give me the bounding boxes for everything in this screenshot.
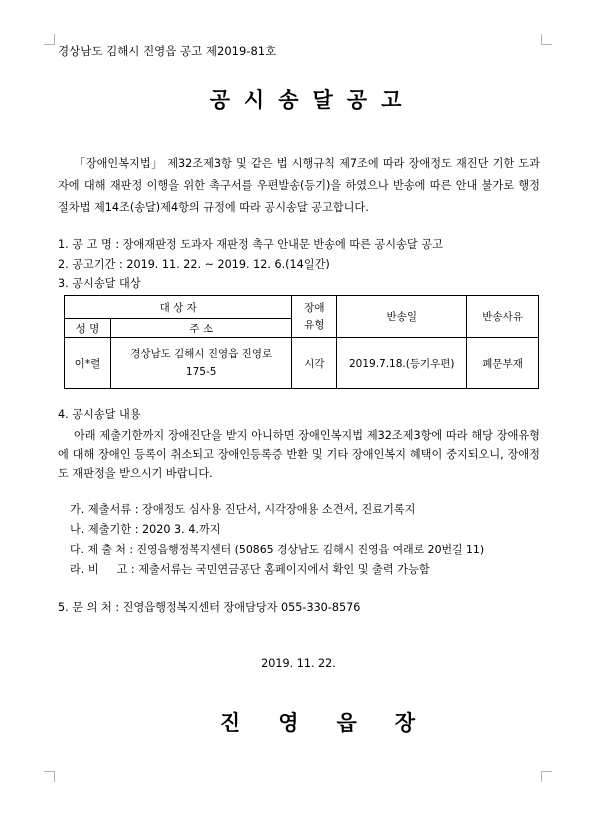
header-return-reason: 반송사유 — [467, 296, 539, 338]
sub-item-submit-to: 다. 제 출 처 : 진영읍행정복지센터 (50865 경상남도 김해시 진영읍 여래로 20번길 11) — [70, 543, 485, 556]
item-1-title: 1. 공 고 명 : 장애재판정 도과자 재판정 촉구 안내문 반송에 따른 공시송달 공고 — [58, 238, 443, 251]
item-3-heading: 3. 공시송달 대상 — [58, 277, 141, 290]
item-5-contact: 5. 문 의 처 : 진영읍행정복지센터 장애담당자 055-330-8576 — [58, 601, 361, 614]
item-2-period: 2. 공고기간 : 2019. 11. 22. ~ 2019. 12. 6.(14일간) — [58, 258, 330, 271]
table-row — [65, 338, 539, 389]
crop-mark-bottom-right — [541, 771, 552, 782]
notice-number: 경상남도 김해시 진영읍 공고 제2019-81호 — [58, 44, 277, 58]
header-disability-type: 장애 유형 — [292, 296, 337, 338]
item-4-heading: 4. 공시송달 내용 — [58, 408, 141, 421]
item-4-body: 아래 제출기한까지 장애진단을 받지 아니하면 장애인복지법 제32조제3항에 따라 해당 장애유형에 대해 장애인 등록이 취소되고 장애인등록증 반환 및 기타 장애인복지 혜택이 중지되오니, 장애정도 재판정을 받으시기 바랍니다. — [58, 429, 540, 480]
sub-item-remarks: 라. 비 고 : 제출서류는 국민연금공단 홈페이지에서 확인 및 출력 가능함 — [70, 563, 430, 576]
header-name: 성 명 — [65, 319, 111, 338]
sub-item-documents: 가. 제출서류 : 장애정도 심사용 진단서, 시각장애용 소견서, 진료기록지 — [70, 503, 416, 516]
crop-mark-bottom-left — [44, 771, 55, 782]
issue-date: 2019. 11. 22. — [261, 657, 336, 670]
cell-reason: 폐문부재 — [467, 338, 539, 389]
crop-mark-top-right — [541, 34, 552, 45]
crop-mark-top-left — [44, 34, 55, 45]
cell-type: 시각 — [292, 338, 337, 389]
header-address: 주 소 — [110, 319, 292, 338]
sub-item-deadline: 나. 제출기한 : 2020 3. 4.까지 — [70, 523, 221, 536]
header-target: 대 상 자 — [65, 296, 292, 319]
cell-date: 2019.7.18.(등기우편) — [337, 338, 467, 389]
target-table — [64, 295, 539, 389]
cell-name: 이*렬 — [65, 338, 111, 389]
issuer-name: 진영읍장 — [219, 710, 454, 735]
intro-paragraph: 「장애인복지법」 제32조제3항 및 같은 법 시행규칙 제7조에 따라 장애정도 재진단 기한 도과자에 대해 재판정 이행을 위한 촉구서를 우편발송(등기)을 하였으나 반송에 따른 안내 불가로 행정절차법 제14조(송달)제4항의 규정에 따라 공시송달 공고합니다. — [58, 157, 540, 214]
document-title: 공시송달공고 — [209, 87, 416, 112]
cell-address: 경상남도 김해시 진영읍 진영로 175-5 — [110, 338, 292, 389]
header-return-date: 반송일 — [337, 296, 467, 338]
